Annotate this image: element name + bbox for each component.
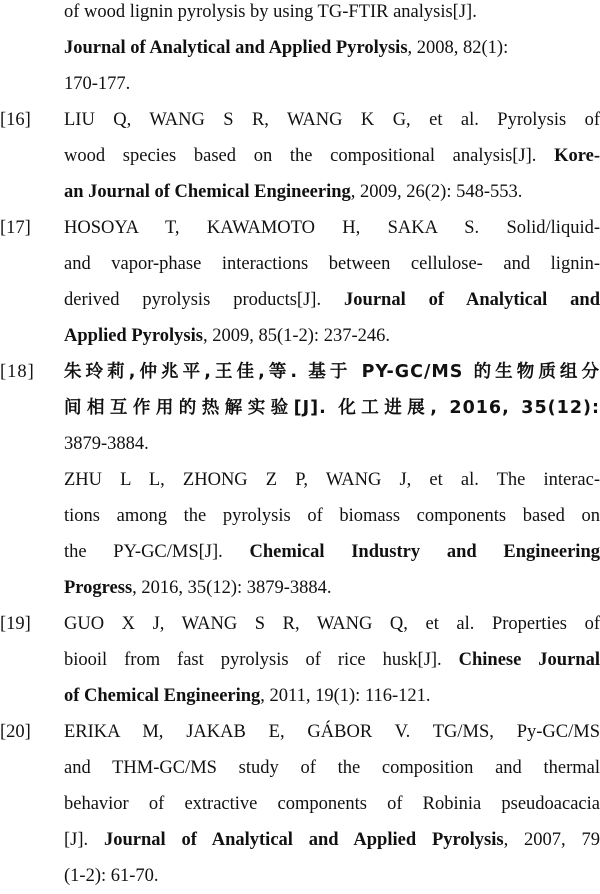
reference-line	[0, 174, 600, 210]
citation-text: GUO X J, WANG S R, WANG Q, et al. Properties of	[64, 614, 600, 634]
journal-title-bold: of Chemical Engineering	[64, 686, 261, 706]
reference-line-text	[64, 822, 600, 858]
reference-line-text	[64, 210, 600, 246]
citation-text: 170-177.	[64, 74, 131, 94]
citation-text: , 2011, 19(1): 116-121.	[260, 686, 431, 706]
reference-number: [18]	[0, 362, 35, 382]
reference-line	[0, 750, 600, 786]
reference-line-text	[64, 30, 600, 66]
reference-line	[0, 66, 600, 102]
citation-text: , 2009, 85(1-2): 237-246.	[202, 326, 390, 346]
reference-line	[0, 570, 600, 606]
citation-text: LIU Q, WANG S R, WANG K G, et al. Pyrolysis of	[64, 110, 600, 130]
reference-line-text	[64, 354, 600, 390]
citation-text: behavior of extractive components of Robinia pseudoacacia	[64, 794, 600, 814]
reference-line	[0, 138, 600, 174]
journal-title-bold: 间相互作用的热解实验[J]. 化工进展	[64, 398, 431, 418]
reference-line-text	[64, 246, 600, 282]
citation-text: wood species based on the compositional analysis[J].	[64, 146, 555, 166]
reference-line	[0, 246, 600, 282]
reference-line-text	[64, 0, 600, 30]
reference-line	[0, 534, 600, 570]
reference-line	[0, 786, 600, 822]
reference-number: [19]	[0, 614, 31, 634]
reference-line-text	[64, 102, 600, 138]
citation-text: and THM-GC/MS study of the composition and thermal	[64, 758, 600, 778]
citation-text: of wood lignin pyrolysis by using TG-FTIR analysis[J].	[64, 2, 477, 22]
journal-title-bold: Journal of Analytical and	[344, 290, 600, 310]
journal-title-bold: Kore-	[554, 146, 600, 166]
citation-text: , 2009, 26(2): 548-553.	[350, 182, 523, 202]
citation-text: ERIKA M, JAKAB E, GÁBOR V. TG/MS, Py-GC/MS	[64, 722, 600, 742]
citation-text: (1-2): 61-70.	[64, 866, 159, 886]
reference-line	[0, 462, 600, 498]
reference-first-line	[0, 606, 600, 642]
citation-text: , 2007, 79	[503, 830, 600, 850]
reference-line	[0, 318, 600, 354]
journal-title-bold: Applied Pyrolysis	[64, 326, 203, 346]
reference-first-line	[0, 210, 600, 246]
reference-line	[0, 282, 600, 318]
journal-title-bold: an Journal of Chemical Engineering	[64, 182, 351, 202]
reference-first-line	[0, 714, 600, 750]
reference-number: [16]	[0, 110, 31, 130]
reference-line-text	[64, 138, 600, 174]
reference-line-text	[64, 498, 600, 534]
journal-title-bold: Journal of Analytical and Applied Pyrolysis	[103, 830, 504, 850]
journal-title-bold: Chemical Industry and Engineering	[249, 542, 600, 562]
reference-line-text	[64, 426, 600, 462]
journal-title-bold: Journal of Analytical and Applied Pyrolysis	[64, 38, 408, 58]
reference-line-text	[64, 750, 600, 786]
reference-line-text	[64, 462, 600, 498]
reference-line-text	[64, 570, 600, 606]
reference-line-text	[64, 174, 600, 210]
reference-line-text	[64, 390, 600, 426]
reference-line	[0, 642, 600, 678]
reference-first-line	[0, 102, 600, 138]
citation-text: 3879-3884.	[64, 434, 149, 454]
reference-line	[0, 498, 600, 534]
reference-line	[0, 822, 600, 858]
reference-line-text	[64, 786, 600, 822]
reference-number: [20]	[0, 722, 31, 742]
reference-line	[0, 858, 600, 894]
citation-text: biooil from fast pyrolysis of rice husk[J].	[64, 650, 459, 670]
reference-line-text	[64, 282, 600, 318]
reference-line-text	[64, 318, 600, 354]
journal-title-bold: 朱玲莉,仲兆平,王佳,等. 基于 PY-GC/MS 的生物质组分	[64, 362, 600, 382]
reference-line	[0, 678, 600, 714]
reference-number: [17]	[0, 218, 31, 238]
citation-text: ZHU L L, ZHONG Z P, WANG J, et al. The interac-	[64, 470, 600, 490]
citation-text: derived pyrolysis products[J].	[64, 290, 345, 310]
reference-line-text	[64, 66, 600, 102]
reference-line	[0, 30, 600, 66]
citation-text: HOSOYA T, KAWAMOTO H, SAKA S. Solid/liquid-	[64, 218, 600, 238]
citation-text: , 2008, 82(1):	[407, 38, 509, 58]
citation-text: the PY-GC/MS[J].	[64, 542, 250, 562]
reference-line-text	[64, 642, 600, 678]
citation-text: tions among the pyrolysis of biomass components based on	[64, 506, 600, 526]
citation-text: [J].	[64, 830, 104, 850]
reference-line-text	[64, 858, 600, 894]
reference-line-text	[64, 534, 600, 570]
reference-line-text	[64, 714, 600, 750]
reference-line-text	[64, 606, 600, 642]
journal-title-bold: Chinese Journal	[458, 650, 600, 670]
journal-title-bold: Progress	[64, 578, 133, 598]
citation-text: , 2016, 35(12):	[430, 398, 600, 418]
reference-first-line	[0, 354, 600, 390]
reference-line	[0, 390, 600, 426]
reference-line-text	[64, 678, 600, 714]
reference-line	[0, 426, 600, 462]
reference-line	[0, 0, 600, 30]
citation-text: , 2016, 35(12): 3879-3884.	[132, 578, 332, 598]
citation-text: and vapor-phase interactions between cellulose- and lignin-	[64, 254, 600, 274]
